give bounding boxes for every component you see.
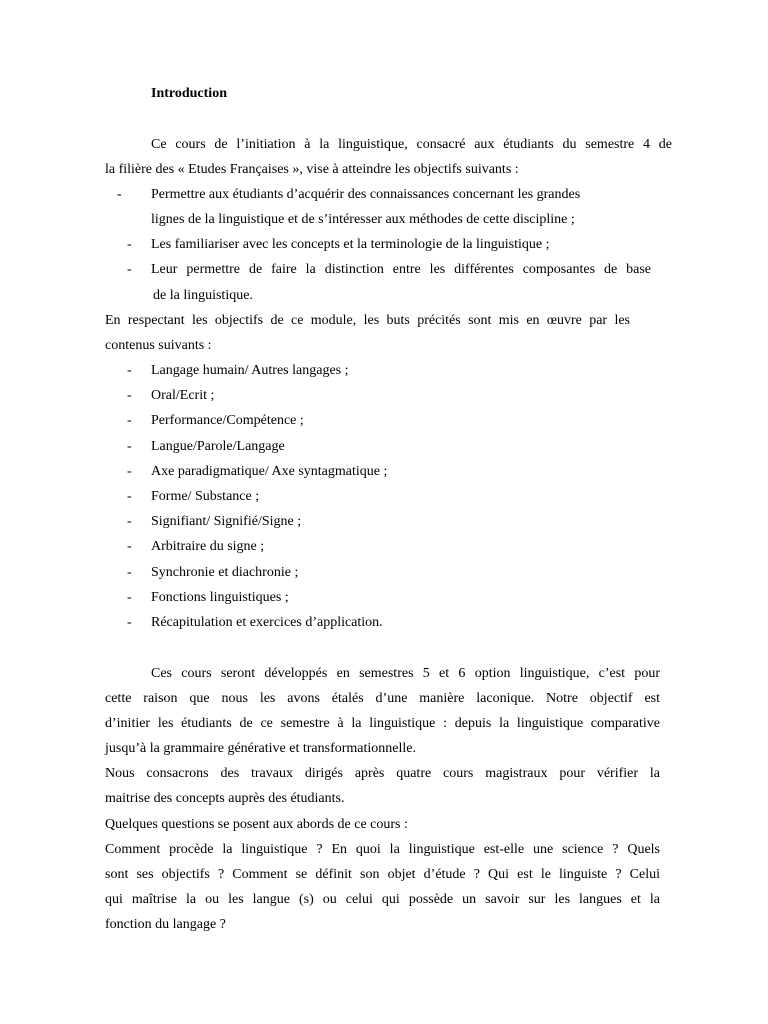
list-item: Récapitulation et exercices d’application. — [151, 615, 383, 630]
list-item: Leur permettre de faire la distinction entre les différentes composantes de base — [151, 262, 651, 277]
questions-line-4: fonction du langage ? — [105, 917, 226, 932]
bullet-marker: - — [127, 489, 132, 504]
bullet-marker: - — [127, 539, 132, 554]
list-item: Axe paradigmatique/ Axe syntagmatique ; — [151, 464, 388, 479]
list-item: Performance/Compétence ; — [151, 413, 304, 428]
bullet-marker: - — [127, 413, 132, 428]
paragraph-3-line-1: Nous consacrons des travaux dirigés après quatre cours magistraux pour vérifier la — [105, 766, 660, 781]
bullet-marker: - — [127, 514, 132, 529]
questions-line-3: qui maîtrise la ou les langue (s) ou celui qui possède un savoir sur les langues et la — [105, 892, 660, 907]
bullet-marker: - — [127, 237, 132, 252]
list-item: Langage humain/ Autres langages ; — [151, 363, 349, 378]
list-item: Permettre aux étudiants d’acquérir des connaissances concernant les grandes — [151, 187, 581, 202]
contents-intro-line-2: contenus suivants : — [105, 338, 212, 353]
bullet-marker: - — [127, 262, 132, 277]
list-item: Synchronie et diachronie ; — [151, 565, 299, 580]
bullet-marker: - — [127, 464, 132, 479]
bullet-marker: - — [127, 615, 132, 630]
paragraph-2-line-1: Ces cours seront développés en semestres 5 et 6 option linguistique, c’est pour — [151, 666, 660, 681]
bullet-marker: - — [117, 187, 122, 202]
list-item: Langue/Parole/Langage — [151, 439, 285, 454]
list-item-continuation: de la linguistique. — [153, 288, 253, 303]
paragraph-3-line-2: maitrise des concepts auprès des étudiants. — [105, 791, 345, 806]
paragraph-2-line-4: jusqu’à la grammaire générative et transformationnelle. — [105, 741, 416, 756]
list-item: Les familiariser avec les concepts et la terminologie de la linguistique ; — [151, 237, 550, 252]
paragraph-2-line-2: cette raison que nous les avons étalés d’une manière laconique. Notre objectif est — [105, 691, 660, 706]
bullet-marker: - — [127, 388, 132, 403]
bullet-marker: - — [127, 439, 132, 454]
list-item: Fonctions linguistiques ; — [151, 590, 289, 605]
questions-line-2: sont ses objectifs ? Comment se définit son objet d’étude ? Qui est le linguiste ? Celui — [105, 867, 660, 882]
list-item: Forme/ Substance ; — [151, 489, 260, 504]
list-item-continuation: lignes de la linguistique et de s’intéresser aux méthodes de cette discipline ; — [151, 212, 575, 227]
section-heading: Introduction — [151, 86, 227, 101]
paragraph-2-line-3: d’initier les étudiants de ce semestre à la linguistique : depuis la linguistique comparative — [105, 716, 660, 731]
list-item: Arbitraire du signe ; — [151, 539, 265, 554]
bullet-marker: - — [127, 565, 132, 580]
questions-line-1: Comment procède la linguistique ? En quoi la linguistique est-elle une science ? Quels — [105, 842, 660, 857]
bullet-marker: - — [127, 363, 132, 378]
list-item: Oral/Ecrit ; — [151, 388, 215, 403]
contents-intro-line-1: En respectant les objectifs de ce module, les buts précités sont mis en œuvre par les — [105, 313, 630, 328]
intro-line-1: Ce cours de l’initiation à la linguistique, consacré aux étudiants du semestre 4 de — [151, 137, 672, 152]
list-item: Signifiant/ Signifié/Signe ; — [151, 514, 302, 529]
bullet-marker: - — [127, 590, 132, 605]
intro-line-2: la filière des « Etudes Françaises », vise à atteindre les objectifs suivants : — [105, 162, 519, 177]
questions-intro: Quelques questions se posent aux abords de ce cours : — [105, 817, 408, 832]
